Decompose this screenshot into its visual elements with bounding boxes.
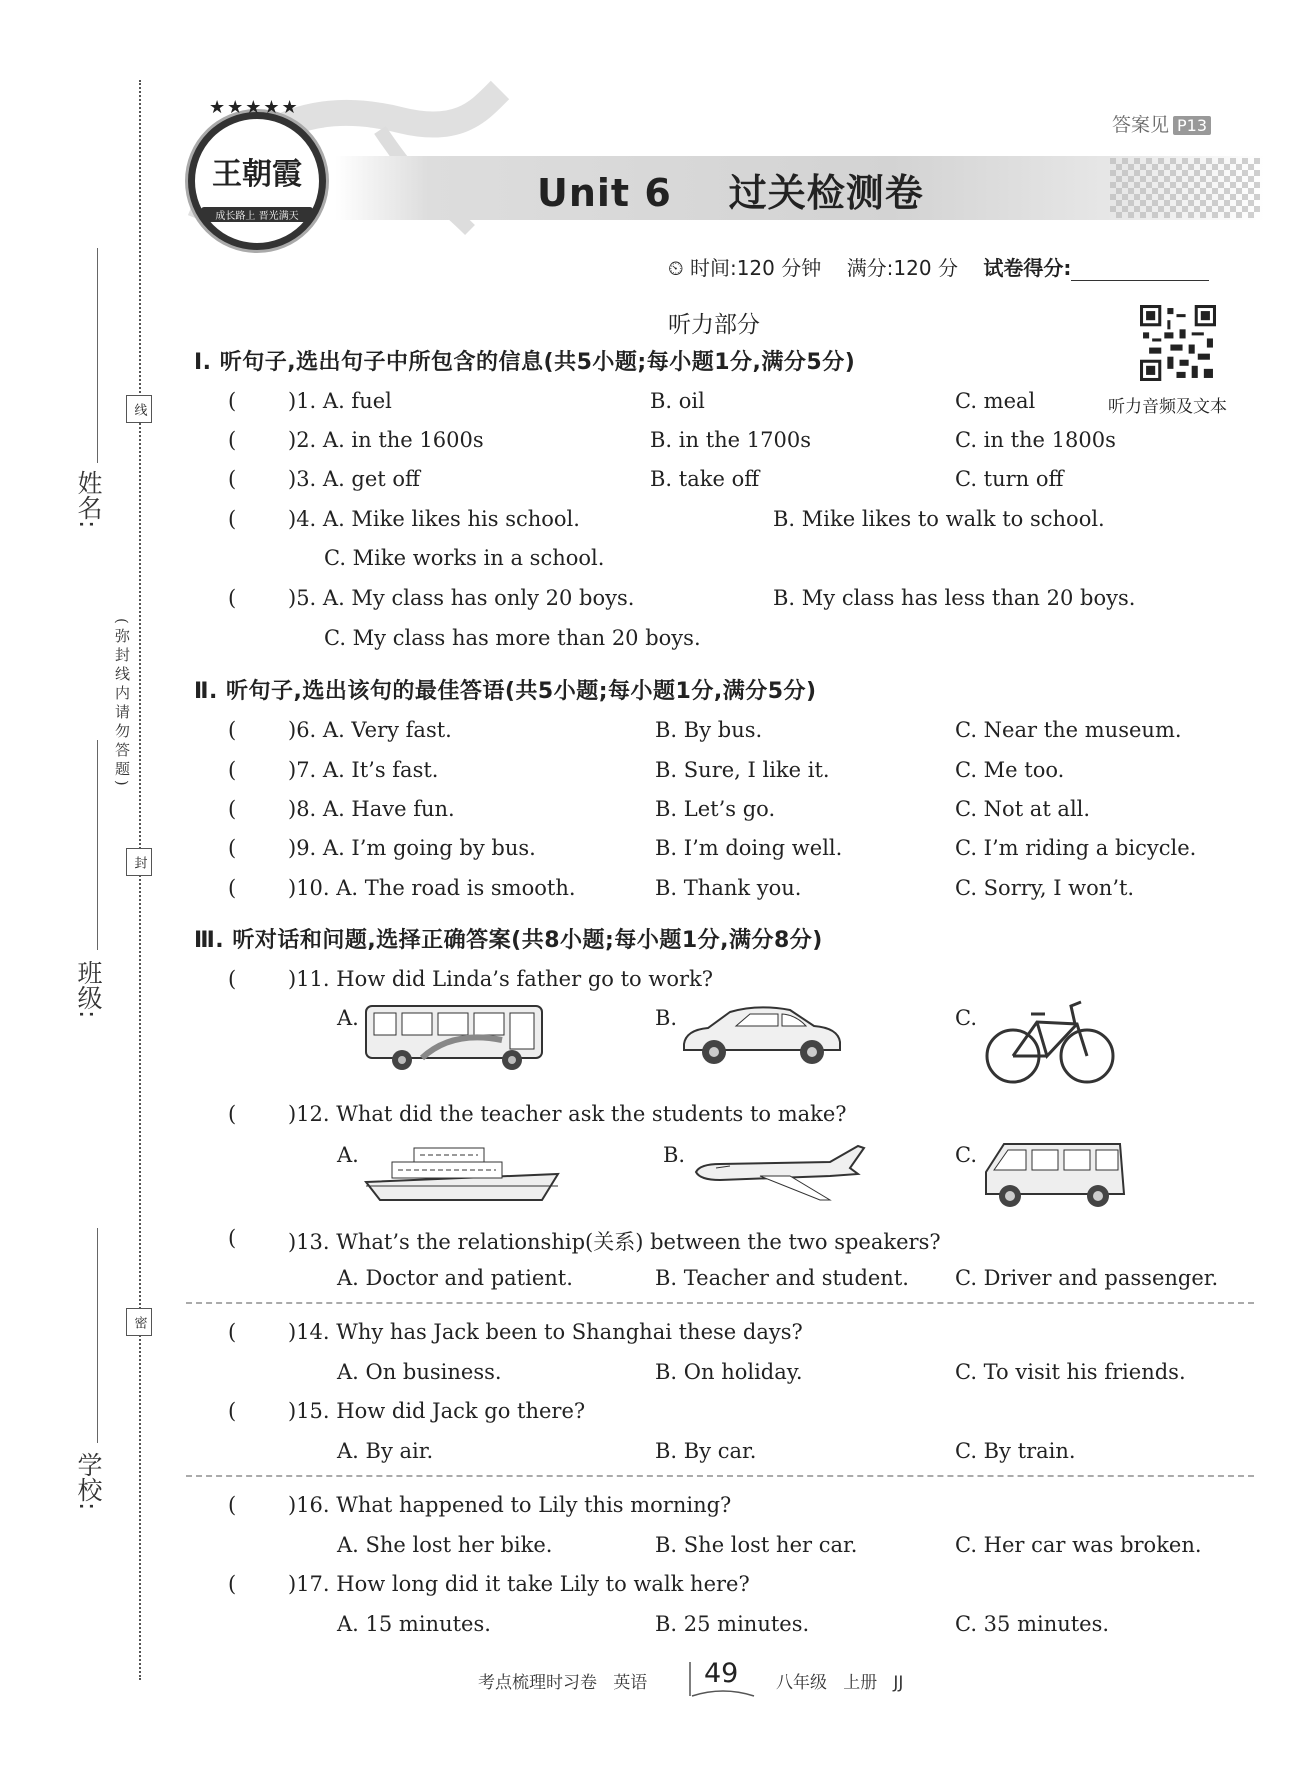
section-2-title: Ⅱ. 听句子,选出该句的最佳答语(共5小题;每小题1分,满分5分) bbox=[194, 679, 817, 704]
q13-option-a: A. Doctor and patient. bbox=[337, 1266, 573, 1290]
seal-line-mark: 线 bbox=[126, 395, 152, 423]
q1-option-b: B. oil bbox=[650, 389, 705, 413]
q7-option-b: B. Sure, I like it. bbox=[655, 758, 830, 782]
q3-option-b: B. take off bbox=[650, 467, 760, 491]
q7-option-c: C. Me too. bbox=[955, 758, 1065, 782]
section-1-title: Ⅰ. 听句子,选出句子中所包含的信息(共5小题;每小题1分,满分5分) bbox=[194, 350, 856, 375]
q11-option-a: A. bbox=[337, 1006, 359, 1030]
q4-option-c: C. Mike works in a school. bbox=[324, 546, 605, 570]
van-icon bbox=[980, 1132, 1130, 1212]
q5-option-a: )5. A. My class has only 20 boys. bbox=[288, 586, 635, 610]
q16-question: )16. What happened to Lily this morning? bbox=[288, 1493, 732, 1517]
q9-option-c: C. I’m riding a bicycle. bbox=[955, 836, 1197, 860]
qr-code-icon[interactable] bbox=[1140, 305, 1216, 381]
score-label: 试卷得分: bbox=[983, 256, 1072, 280]
seal-seal-mark: 封 bbox=[126, 848, 152, 876]
ship-icon bbox=[362, 1138, 562, 1206]
logo-name: 王朝霞 bbox=[212, 157, 302, 192]
answer-reference bbox=[1112, 110, 1211, 137]
q17-option-c: C. 35 minutes. bbox=[955, 1612, 1110, 1636]
q11-question: )11. How did Linda’s father go to work? bbox=[288, 967, 713, 991]
score-field[interactable] bbox=[1071, 260, 1209, 281]
answer-blank[interactable]: ( bbox=[228, 718, 237, 742]
q10-option-b: B. Thank you. bbox=[655, 876, 802, 900]
q14-option-c: C. To visit his friends. bbox=[955, 1360, 1186, 1384]
seal-cut-mark: 密 bbox=[126, 1308, 152, 1336]
school-field[interactable] bbox=[97, 1228, 98, 1443]
q6-option-b: B. By bus. bbox=[655, 718, 763, 742]
q15-option-b: B. By car. bbox=[655, 1439, 757, 1463]
bus-icon bbox=[362, 1000, 547, 1072]
page-number-ornament bbox=[688, 1660, 758, 1700]
checker-pattern bbox=[1110, 158, 1260, 218]
q1-option-a: )1. A. fuel bbox=[288, 389, 392, 413]
q9-option-b: B. I’m doing well. bbox=[655, 836, 843, 860]
time-limit: 时间:120 分钟 bbox=[689, 256, 822, 280]
logo-slogan: 成长路上 晋光满天 bbox=[201, 207, 313, 222]
answer-blank[interactable]: ( bbox=[228, 1399, 237, 1423]
answer-blank[interactable]: ( bbox=[228, 1226, 237, 1250]
page-title: Unit 6 过关检测卷 bbox=[537, 171, 924, 215]
q2-option-a: )2. A. in the 1600s bbox=[288, 428, 484, 452]
no-answer-notice: (弥封线内请勿答题) bbox=[113, 618, 131, 790]
answer-blank[interactable]: ( bbox=[228, 428, 237, 452]
q13-question: )13. What’s the relationship(关系) between the two speakers? bbox=[288, 1230, 941, 1254]
answer-blank[interactable]: ( bbox=[228, 967, 237, 991]
part-title: 听力部分 bbox=[668, 312, 760, 338]
answer-blank[interactable]: ( bbox=[228, 467, 237, 491]
answer-blank[interactable]: ( bbox=[228, 836, 237, 860]
q8-option-c: C. Not at all. bbox=[955, 797, 1091, 821]
q4-option-b: B. Mike likes to walk to school. bbox=[773, 507, 1105, 531]
q5-option-c: C. My class has more than 20 boys. bbox=[324, 626, 701, 650]
q2-option-c: C. in the 1800s bbox=[955, 428, 1116, 452]
answer-blank[interactable]: ( bbox=[228, 1572, 237, 1596]
q14-option-a: A. On business. bbox=[337, 1360, 502, 1384]
q3-option-c: C. turn off bbox=[955, 467, 1064, 491]
page-number: 49 bbox=[704, 1658, 739, 1689]
class-label: 班级: bbox=[74, 960, 103, 1019]
q11-option-c: C. bbox=[955, 1006, 977, 1030]
exam-info bbox=[668, 252, 1209, 281]
q4-option-a: )4. A. Mike likes his school. bbox=[288, 507, 580, 531]
name-label: 姓名: bbox=[74, 470, 103, 529]
answer-blank[interactable]: ( bbox=[228, 797, 237, 821]
q8-option-b: B. Let’s go. bbox=[655, 797, 776, 821]
q16-option-b: B. She lost her car. bbox=[655, 1533, 858, 1557]
q7-option-a: )7. A. It’s fast. bbox=[288, 758, 439, 782]
plane-icon bbox=[690, 1138, 870, 1206]
answer-blank[interactable]: ( bbox=[228, 876, 237, 900]
q13-option-b: B. Teacher and student. bbox=[655, 1266, 909, 1290]
binding-dotted-line bbox=[139, 80, 141, 1680]
q14-question: )14. Why has Jack been to Shanghai these days? bbox=[288, 1320, 803, 1344]
section-3-title: Ⅲ. 听对话和问题,选择正确答案(共8小题;每小题1分,满分8分) bbox=[194, 928, 823, 953]
answer-blank[interactable]: ( bbox=[228, 507, 237, 531]
name-field[interactable] bbox=[97, 248, 98, 463]
q12-option-c: C. bbox=[955, 1143, 977, 1167]
answer-blank[interactable]: ( bbox=[228, 389, 237, 413]
q16-option-a: A. She lost her bike. bbox=[337, 1533, 553, 1557]
clock-icon: ⏲ bbox=[668, 256, 684, 280]
q15-question: )15. How did Jack go there? bbox=[288, 1399, 586, 1423]
answer-blank[interactable]: ( bbox=[228, 586, 237, 610]
footer-left: 考点梳理时习卷 英语 bbox=[478, 1673, 648, 1693]
dialogue-divider bbox=[186, 1475, 1254, 1477]
q16-option-c: C. Her car was broken. bbox=[955, 1533, 1202, 1557]
dialogue-divider bbox=[186, 1302, 1254, 1304]
q11-option-b: B. bbox=[655, 1006, 678, 1030]
answer-blank[interactable]: ( bbox=[228, 1102, 237, 1126]
q1-option-c: C. meal bbox=[955, 389, 1036, 413]
q15-option-c: C. By train. bbox=[955, 1439, 1076, 1463]
q5-option-b: B. My class has less than 20 boys. bbox=[773, 586, 1136, 610]
footer-right: 八年级 上册 JJ bbox=[776, 1673, 904, 1693]
q17-option-a: A. 15 minutes. bbox=[337, 1612, 491, 1636]
full-score: 满分:120 分 bbox=[846, 256, 958, 280]
q10-option-a: )10. A. The road is smooth. bbox=[288, 876, 576, 900]
answer-ref-page: P13 bbox=[1173, 116, 1211, 135]
answer-ref-label: 答案见 bbox=[1112, 114, 1170, 136]
q2-option-b: B. in the 1700s bbox=[650, 428, 811, 452]
class-field[interactable] bbox=[97, 740, 98, 950]
q12-option-a: A. bbox=[337, 1143, 359, 1167]
answer-blank[interactable]: ( bbox=[228, 1493, 237, 1517]
q3-option-a: )3. A. get off bbox=[288, 467, 420, 491]
q6-option-c: C. Near the museum. bbox=[955, 718, 1182, 742]
q12-question: )12. What did the teacher ask the students to make? bbox=[288, 1102, 847, 1126]
q17-option-b: B. 25 minutes. bbox=[655, 1612, 810, 1636]
q6-option-a: )6. A. Very fast. bbox=[288, 718, 452, 742]
logo-badge bbox=[188, 97, 326, 250]
q17-question: )17. How long did it take Lily to walk here? bbox=[288, 1572, 750, 1596]
q15-option-a: A. By air. bbox=[337, 1439, 434, 1463]
q13-option-c: C. Driver and passenger. bbox=[955, 1266, 1219, 1290]
star-icons: ★★★★★ bbox=[209, 97, 300, 118]
qr-caption: 听力音频及文本 bbox=[1108, 397, 1227, 417]
q9-option-a: )9. A. I’m going by bus. bbox=[288, 836, 536, 860]
school-label: 学校: bbox=[74, 1452, 103, 1511]
answer-blank[interactable]: ( bbox=[228, 758, 237, 782]
answer-blank[interactable]: ( bbox=[228, 1320, 237, 1344]
bicycle-icon bbox=[985, 996, 1115, 1086]
q12-option-b: B. bbox=[663, 1143, 686, 1167]
q14-option-b: B. On holiday. bbox=[655, 1360, 803, 1384]
q10-option-c: C. Sorry, I won’t. bbox=[955, 876, 1135, 900]
car-icon bbox=[678, 998, 846, 1070]
q8-option-a: )8. A. Have fun. bbox=[288, 797, 455, 821]
